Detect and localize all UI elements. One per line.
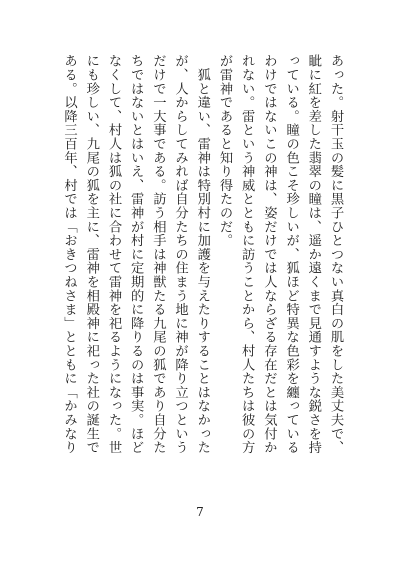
text-line: にも珍しい、九尾の狐を主に、雷神を相殿神に祀った社の誕生で bbox=[83, 54, 99, 455]
text-line: 眦に紅を差した翡翠の瞳は、遥か遠くまで見通すような鋭さを持 bbox=[305, 54, 321, 455]
text-line: っている。瞳の色こそ珍しいが、狐ほど特異な色彩を纏っている bbox=[283, 54, 299, 455]
vertical-text-body bbox=[57, 54, 346, 478]
text-line: ちではないとはいえ、雷神が村に定期的に降りるのは事実。ほど bbox=[128, 54, 144, 455]
text-line: が雷神であると知り得たのだ。 bbox=[216, 54, 232, 248]
text-line: ある。以降三百年、村では「おきつねさま」とともに「かみなり bbox=[61, 54, 77, 455]
text-line: あった。射干玉の髪に黒子ひとつない真白の肌をした美丈夫で、 bbox=[328, 54, 343, 455]
text-line: れない。雷という神威とともに訪うことから、村人たちは彼の方 bbox=[239, 54, 255, 455]
text-line: が、人からしてみれば自分たちの住まう地に神が降り立つという bbox=[172, 54, 188, 455]
text-line: なくして、村人は狐の社に合わせて雷神を祀るようになった。世 bbox=[105, 54, 121, 455]
page-number: 7 bbox=[196, 505, 204, 519]
text-line: だけで一大事である。訪う相手は神獣たる九尾の狐であり自分た bbox=[150, 54, 166, 455]
text-line: 狐と違い、雷神は特別村に加護を与えたりすることはなかった bbox=[194, 54, 210, 455]
text-line: わけではないこの神は、姿だけでは人ならざる存在だとは気付か bbox=[261, 54, 277, 455]
